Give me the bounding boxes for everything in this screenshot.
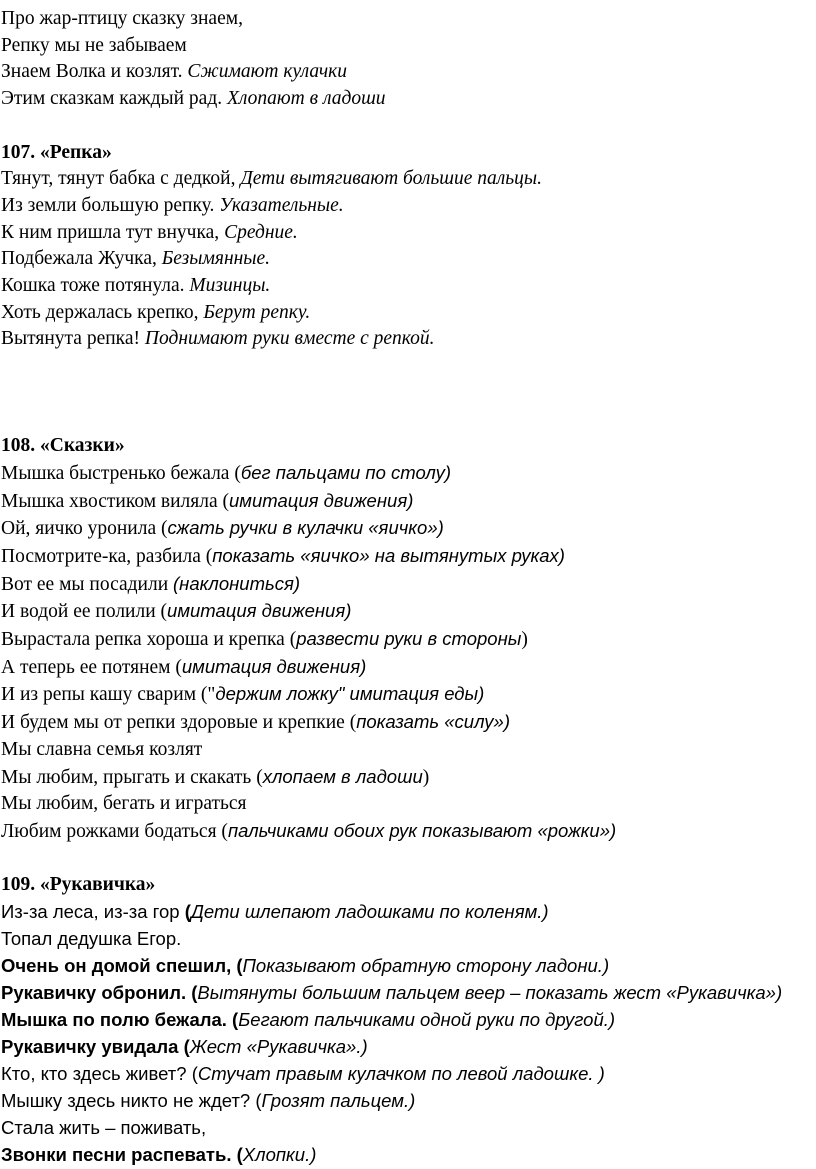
section-title: 107. «Репка» (1, 141, 112, 163)
stage-direction: показать «силу») (356, 711, 511, 733)
stage-direction: Поднимают руки вместе с репкой. (144, 328, 435, 350)
stage-direction: (наклониться) (173, 572, 301, 594)
verse-line: Рукавичку увидала (Жест «Рукавичка».) (1, 1036, 368, 1058)
stage-direction: держим ложку" имитация еды) (215, 683, 485, 705)
verse-line: И из репы кашу сварим ("держим ложку" имитация еды) (1, 683, 485, 706)
stage-direction: Дети шлепают ладошками по коленям.) (190, 901, 549, 923)
stage-direction: Бегают пальчиками одной руки по другой.) (238, 1009, 616, 1031)
verse-line: Посмотрите-ка, разбила (показать «яичко» на вытянутых руках) (1, 544, 565, 567)
verse-line: Вот ее мы посадили (наклониться) (1, 572, 301, 595)
verse-line: Мышка по полю бежала. (Бегают пальчиками одной руки по другой.) (1, 1009, 616, 1031)
section-109 (1, 872, 816, 1169)
verse-line: Вырастала репка хороша и крепка (развести руки в стороны) (1, 628, 528, 651)
stage-direction: Грозят пальцем.) (261, 1090, 416, 1112)
stage-direction: бег пальцами по столу) (240, 461, 451, 483)
verse-line: Репку мы не забываем (1, 34, 187, 56)
verse-line: Мышка быстренько бежала (бег пальцами по столу) (1, 461, 451, 484)
stage-direction: имитация движения) (181, 655, 367, 677)
verse-line: Звонки песни распевать. (Хлопки.) (1, 1144, 317, 1166)
verse-line: Мы славна семья козлят (1, 738, 203, 760)
stage-direction: Сжимают кулачки (187, 61, 348, 83)
verse-line: Кто, кто здесь живет? (Стучат правым кулачком по левой ладошке. ) (1, 1063, 605, 1085)
verse-line: Мышку здесь никто не ждет? (Грозят пальцем.) (1, 1090, 416, 1112)
verse-line: Ой, яичко уронила (сжать ручки в кулачки «яичко») (1, 517, 444, 540)
verse-line: Любим рожками бодаться (пальчиками обоих рук показывают «рожки») (1, 819, 617, 842)
verse-line: Тянут, тянут бабка с дедкой, Дети вытягивают большие пальцы. (1, 168, 542, 190)
stage-direction: развести руки в стороны (296, 628, 522, 650)
verse-line: Рукавичку обронил. (Вытянуты большим пальцем веер – показать жест «Рукавичка») (1, 982, 783, 1004)
stage-direction: сжать ручки в кулачки «яичко») (167, 517, 444, 539)
intro-verse (1, 6, 816, 113)
section-108 (1, 433, 816, 846)
section-107 (1, 140, 816, 354)
stage-direction: Вытянуты большим пальцем веер – показать жест «Рукавичка») (197, 982, 783, 1004)
stage-direction: Жест «Рукавичка».) (189, 1036, 368, 1058)
stage-direction: имитация движения) (229, 489, 414, 511)
verse-line: И будем мы от репки здоровые и крепкие (показать «силу») (1, 711, 511, 734)
verse-line: Этим сказкам каждый рад. Хлопают в ладоши (1, 88, 386, 110)
stage-direction: Безымянные. (161, 248, 271, 270)
verse-line: Топал дедушка Егор. (1, 928, 182, 950)
verse-line: И водой ее полили (имитация движения) (1, 600, 352, 623)
verse-line: Стала жить – поживать, (1, 1117, 207, 1139)
stage-direction: Дети вытягивают большие пальцы. (240, 168, 542, 190)
verse-line: Подбежала Жучка, Безымянные. (1, 248, 271, 270)
verse-line: Знаем Волка и козлят. Сжимают кулачки (1, 61, 348, 83)
verse-line: Кошка тоже потянула. Мизинцы. (1, 275, 271, 297)
stage-direction: Показывают обратную сторону ладони.) (242, 955, 610, 977)
stage-direction: показать «яичко» на вытянутых руках) (212, 544, 565, 566)
stage-direction: Средние. (224, 221, 298, 243)
verse-line: Мышка хвостиком виляла (имитация движения) (1, 489, 414, 512)
verse-line: Из-за леса, из-за гор (Дети шлепают ладошками по коленям.) (1, 901, 549, 923)
verse-line: Хоть держалась крепко, Берут репку. (1, 301, 311, 323)
stage-direction: Мизинцы. (189, 275, 271, 297)
stage-direction: хлопаем в ладоши (262, 765, 423, 787)
stage-direction: Указательные. (219, 194, 344, 216)
stage-direction: Хлопают в ладоши (227, 88, 386, 110)
verse-line: Мы любим, бегать и играться (1, 793, 247, 815)
verse-line: Про жар-птицу сказку знаем, (1, 8, 243, 29)
verse-line: Очень он домой спешил, (Показывают обратную сторону ладони.) (1, 955, 610, 977)
verse-line: К ним пришла тут внучка, Средние. (1, 221, 298, 243)
section-title: 109. «Рукавичка» (1, 874, 156, 896)
verse-line: А теперь ее потянем (имитация движения) (1, 655, 367, 678)
stage-direction: пальчиками обоих рук показывают «рожки») (227, 819, 617, 841)
stage-direction: Стучат правым кулачком по левой ладошке. ) (197, 1063, 605, 1085)
section-title: 108. «Сказки» (1, 435, 125, 457)
stage-direction: Берут репку. (203, 301, 311, 323)
verse-line: Из земли большую репку. Указательные. (1, 194, 344, 216)
verse-line: Мы любим, прыгать и скакать (хлопаем в ладоши) (1, 765, 430, 788)
stage-direction: имитация движения) (167, 600, 352, 622)
verse-line: Вытянута репка! Поднимают руки вместе с репкой. (1, 328, 435, 350)
stage-direction: Хлопки.) (242, 1144, 317, 1166)
